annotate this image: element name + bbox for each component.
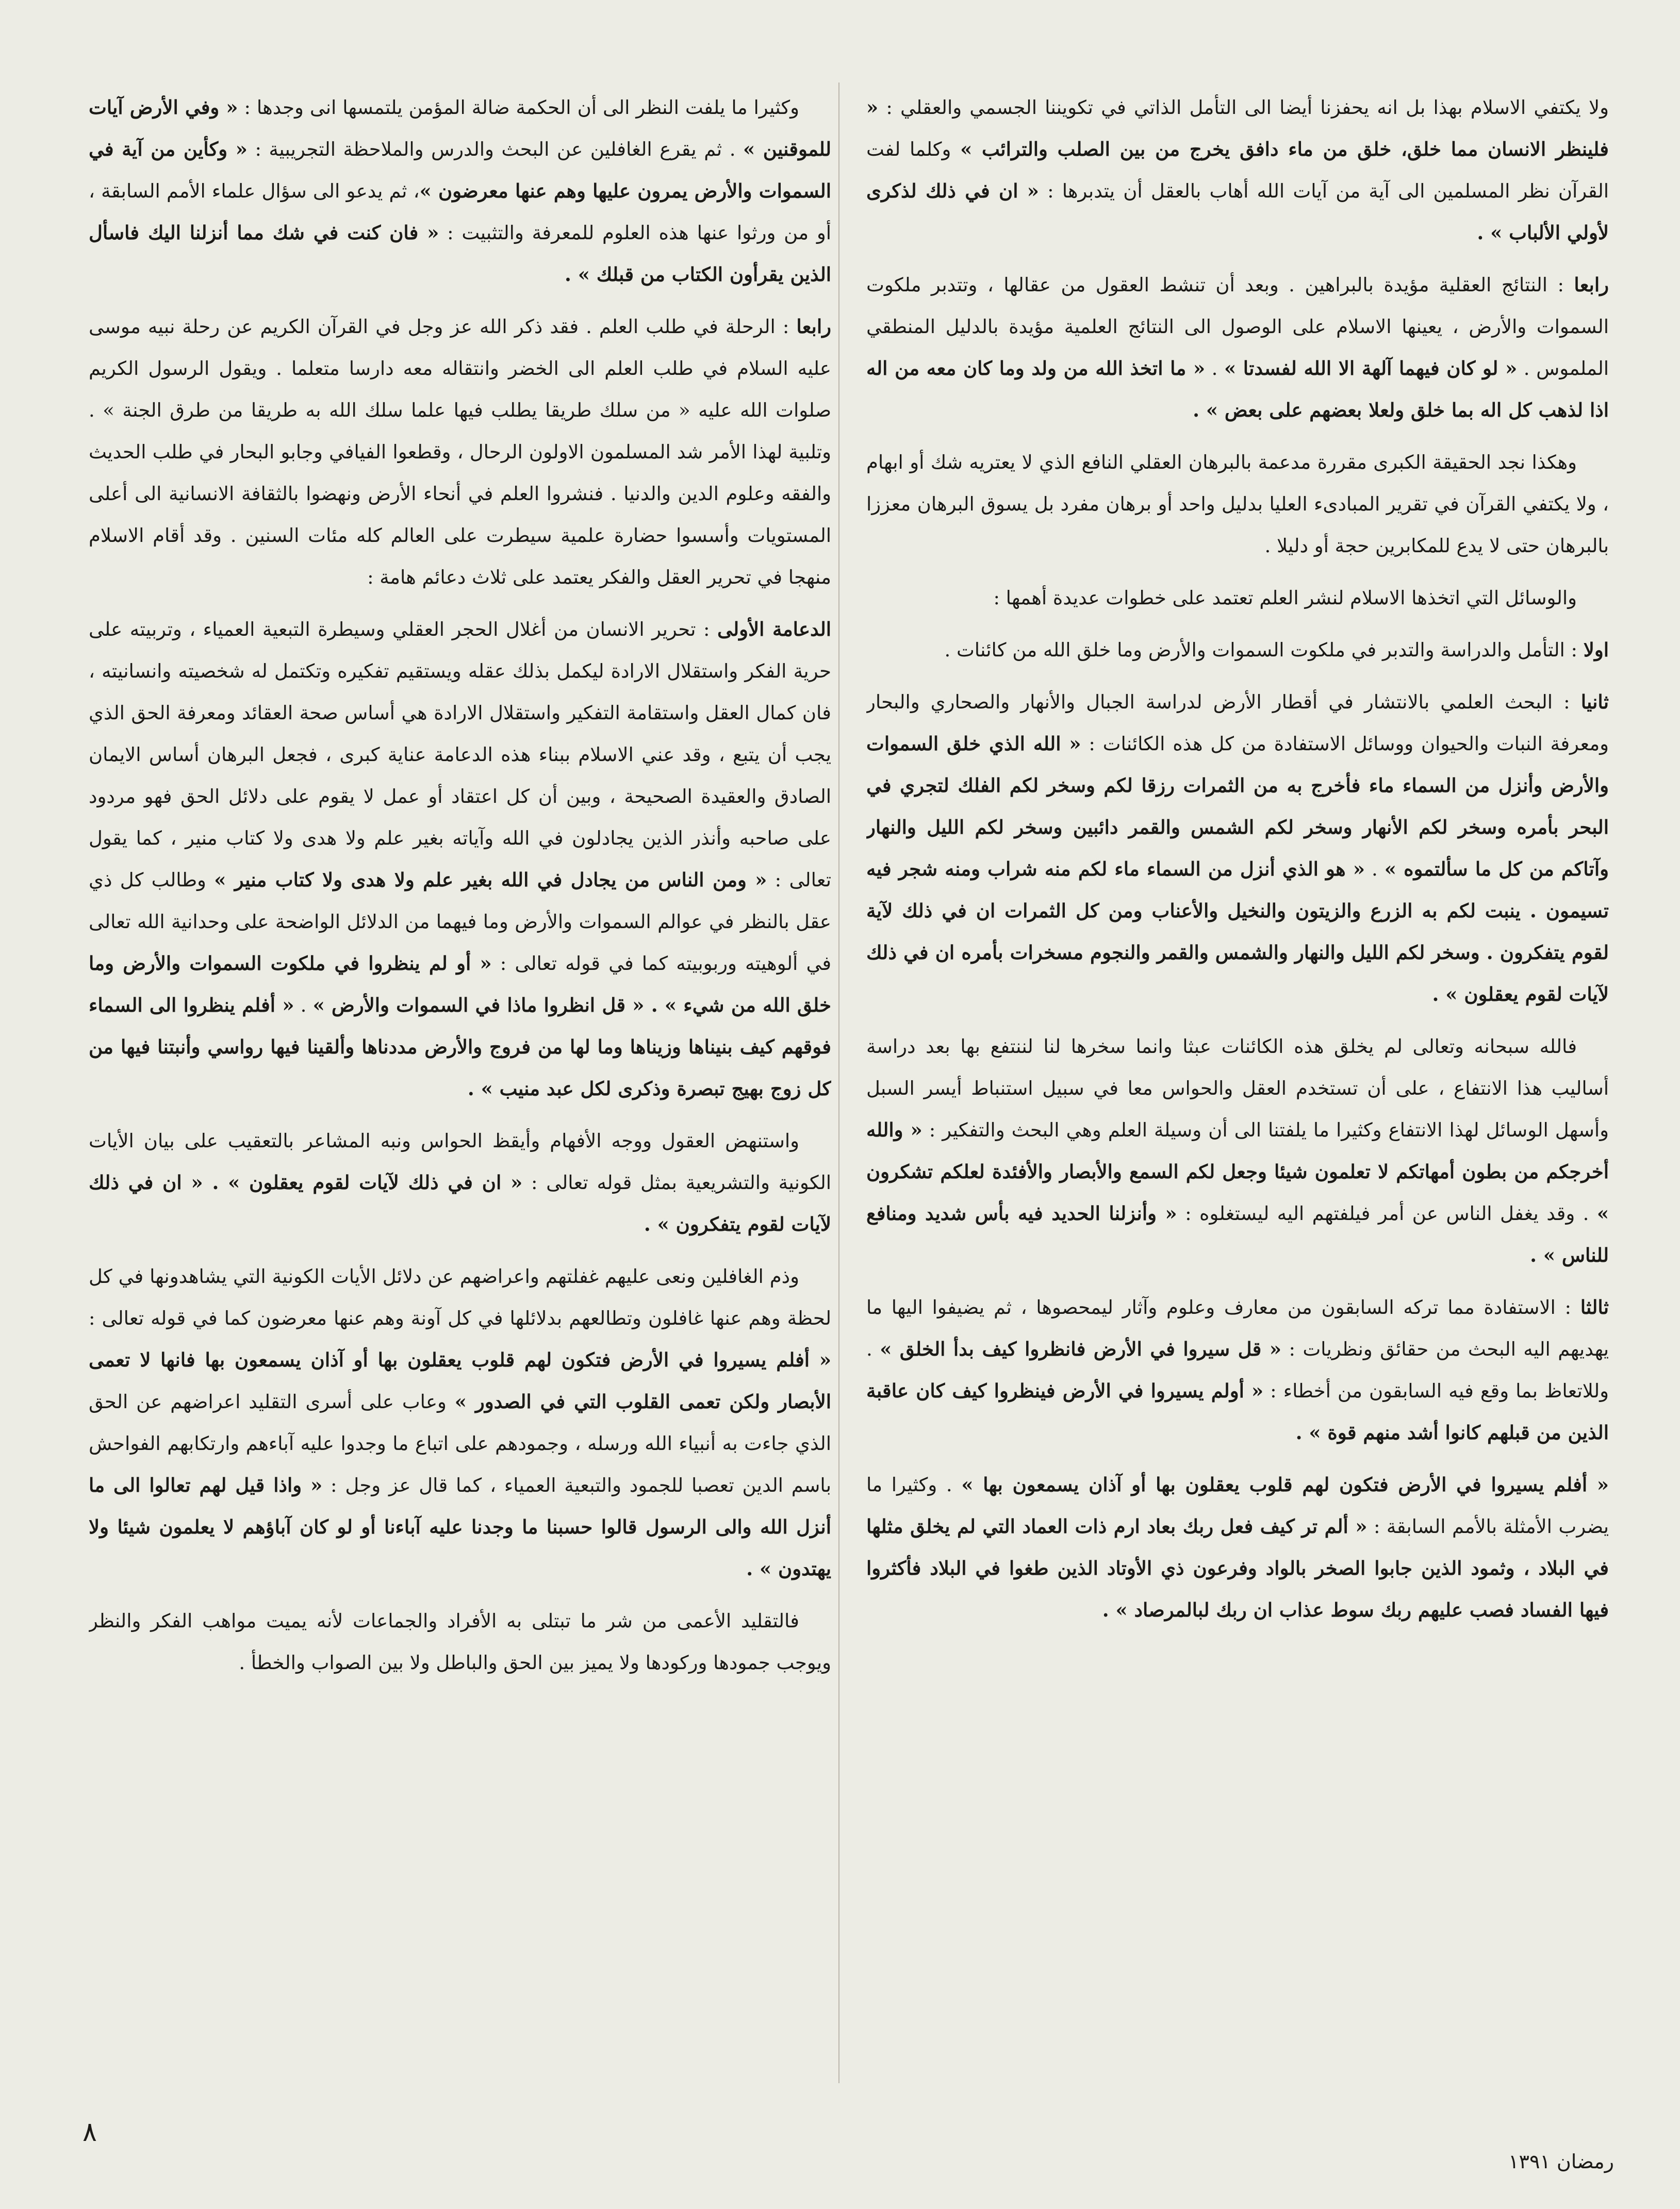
quoted-verse: « وكأين من آية في السموات والأرض يمرون عليها وهم عنها معرضون » xyxy=(89,138,831,202)
body-text: وعاب على أسرى التقليد اعراضهم عن الحق الذي جاءت به أنبياء الله ورسله ، وجمودهم على اتباع ما وجدوا عليه آباءهم وارتكابهم الفواحش باسم الدين تعصبا للجمود والتبعية العمياء ، كما قال عز وجل : xyxy=(89,1391,831,1496)
quoted-verse: « ان في ذلك لآيات لقوم يعقلون » . « ان في ذلك لآيات لقوم يتفكرون » . xyxy=(89,1171,831,1235)
page-number: ٨ xyxy=(83,2117,97,2148)
issue-footer: رمضان ١٣٩١ xyxy=(1508,2150,1614,2173)
paragraph xyxy=(866,1287,1609,1454)
body-text: ولا يكتفي الاسلام بهذا بل انه يحفزنا أيضا الى التأمل الذاتي في تكويننا الجسمي والعقلي : xyxy=(878,96,1609,119)
paragraph xyxy=(89,306,831,598)
paragraph xyxy=(89,87,831,295)
paragraph xyxy=(89,1256,831,1590)
body-text: : التأمل والدراسة والتدبر في ملكوت السموات والأرض وما خلق الله من كائنات . xyxy=(944,639,1584,661)
body-text: فالله سبحانه وتعالى لم يخلق هذه الكائنات عبثا وانما سخرها لنا لننتفع بها بعد دراسة أساليب هذا الانتفاع ، على أن تستخدم العقل والحواس معا في سبيل استنباط أيسر السبل وأسهل الوسائل لهذا الانتفاع وكثيرا ما يلفتنا الى أن وسيلة العلم وهي البحث والتفكير : xyxy=(866,1035,1609,1141)
left-text-column xyxy=(89,87,831,2108)
paragraph xyxy=(866,629,1609,671)
paragraph xyxy=(89,1120,831,1245)
body-text: واستنهض العقول ووجه الأفهام وأيقظ الحواس ونبه المشاعر بالتعقيب على بيان الأيات الكونية والتشريعية بمثل قوله تعالى : xyxy=(89,1130,831,1194)
quoted-verse: « ان في ذلك لذكرى لأولي الألباب » . xyxy=(866,179,1609,244)
paragraph xyxy=(89,608,831,1110)
paragraph xyxy=(866,681,1609,1015)
quoted-verse: رابعا xyxy=(1574,273,1609,296)
body-text: وكلما لفت القرآن نظر المسلمين الى آية من آيات الله أهاب بالعقل أن يتدبرها : xyxy=(866,138,1609,202)
paragraph xyxy=(866,264,1609,431)
paragraph xyxy=(866,1026,1609,1276)
quoted-verse: ثالثا xyxy=(1580,1296,1609,1318)
quoted-verse: « لو كان فيهما آلهة الا الله لفسدتا » xyxy=(1224,357,1518,380)
quoted-verse: « أفلم ينظروا الى السماء فوقهم كيف بنيناها وزيناها وما لها من فروج والأرض مددناها وألقينا فيها رواسي وأنبتنا فيها من كل زوج بهيج تبصرة وذكرى لكل عبد منيب » . xyxy=(89,994,831,1100)
quoted-verse: « ومن الناس من يجادل في الله بغير علم ولا هدى ولا كتاب منير » xyxy=(214,868,767,891)
paragraph xyxy=(866,1464,1609,1631)
quoted-verse: « أفلم يسيروا في الأرض فتكون لهم قلوب يعقلون بها أو آذان يسمعون بها فانها لا تعمى الأبصار ولكن تعمى القلوب التي في الصدور » xyxy=(89,1348,831,1413)
body-text: : البحث العلمي بالانتشار في أقطار الأرض لدراسة الجبال والأنهار والصحاري والبحار ومعرفة النبات والحيوان ووسائل الاستفادة من كل هذه الكائنات : xyxy=(866,691,1609,755)
quoted-verse: « ألم تر كيف فعل ربك بعاد ارم ذات العماد التي لم يخلق مثلها في البلاد ، وثمود الذين جابوا الصخر بالواد وفرعون ذي الأوتاد الذين طغوا في البلاد فأكثروا فيها الفساد فصب عليهم ربك سوط عذاب ان ربك لبالمرصاد » . xyxy=(866,1515,1609,1621)
body-text: . وكثيرا ما يضرب الأمثلة بالأمم السابقة : xyxy=(866,1474,1609,1538)
body-text: فالتقليد الأعمى من شر ما تبتلى به الأفراد والجماعات لأنه يميت مواهب الفكر والنظر ويوجب جمودها وركودها ولا يميز بين الحق والباطل ولا بين الصواب والخطأ . xyxy=(89,1610,831,1674)
body-text: وهكذا نجد الحقيقة الكبرى مقررة مدعمة بالبرهان العقلي النافع الذي لا يعتريه شك أو ابهام ، ولا يكتفي القرآن في تقرير المبادىء العليا بدليل واحد أو برهان مفرد بل يسوق البرهان معززا بالبرهان حتى لا يدع للمكابرين حجة أو دليلا . xyxy=(866,451,1609,557)
body-text: : تحرير الانسان من أغلال الحجر العقلي وسيطرة التبعية العمياء ، وتربيته على حرية الفكر واستقلال الارادة ليكمل بذلك عقله ويستقيم تفكيره وتكتمل له شخصيته وانسانيته ، فان كمال العقل واستقامة التفكير واستقلال الارادة هي أساس صحة العقائد ومعرفة الحق الذي يجب أن يتبع ، وقد عني الاسلام ببناء هذه الدعامة عناية كبرى ، فجعل البرهان أساس الايمان الصادق والعقيدة الصحيحة ، وبين أن كل اعتقاد أو عمل لا يقوم على دلائل الحق فهو مردود على صاحبه وأنذر الذين يجادلون في الله وآياته بغير علم ولا هدى ولا كتاب منير ، كما يقول تعالى : xyxy=(89,618,831,891)
body-text: . xyxy=(1364,858,1385,880)
quoted-verse: « وأنزلنا الحديد فيه بأس شديد ومنافع للناس » . xyxy=(866,1202,1609,1266)
body-text: . xyxy=(294,994,313,1016)
body-text: وذم الغافلين ونعى عليهم غفلتهم واعراضهم عن دلائل الأيات الكونية التي يشاهدونها في كل لحظة وهم عنها غافلون وتطالعهم بدلائلها في كل آونة وهم عنها معرضون كما في قوله تعالى : xyxy=(89,1265,831,1329)
body-text: والوسائل التي اتخذها الاسلام لنشر العلم تعتمد على خطوات عديدة أهمها : xyxy=(993,587,1577,609)
quoted-verse: « فان كنت في شك مما أنزلنا اليك فاسأل الذين يقرأون الكتاب من قبلك » . xyxy=(89,221,831,286)
quoted-verse: رابعا xyxy=(796,315,831,338)
quoted-verse: اولا xyxy=(1583,638,1609,661)
body-text: : الاستفادة مما تركه السابقون من معارف وعلوم وآثار ليمحصوها ، ثم يضيفوا اليها ما يهديهم اليه البحث من حقائق ونظريات : xyxy=(866,1296,1609,1360)
quoted-verse: « قل سيروا في الأرض فانظروا كيف بدأ الخلق » xyxy=(880,1338,1282,1360)
body-text: وكثيرا ما يلفت النظر الى أن الحكمة ضالة المؤمن يلتمسها انى وجدها : xyxy=(238,96,799,119)
paragraph xyxy=(866,87,1609,254)
quoted-verse: « ما اتخذ الله من ولد وما كان معه من اله اذا لذهب كل اله بما خلق ولعلا بعضهم على بعض » . xyxy=(866,357,1609,421)
body-text: ، ثم يدعو الى سؤال علماء الأمم السابقة ، أو من ورثوا عنها هذه العلوم للمعرفة والتثبيت : xyxy=(89,180,831,244)
body-text: : النتائج العقلية مؤيدة بالبراهين . وبعد أن تنشط العقول من عقالها ، وتتدبر ملكوت السموات والأرض ، يعينها الاسلام على الوصول الى النتائج العلمية مؤيدة بالدليل المنطقي الملموس . xyxy=(866,274,1609,380)
body-text: . وللاتعاظ بما وقع فيه السابقون من أخطاء : xyxy=(866,1338,1609,1402)
paragraph xyxy=(866,441,1609,567)
body-text: وطالب كل ذي عقل بالنظر في عوالم السموات والأرض وما فيهما من الدلائل الواضحة على وحدانية الله تعالى في ألوهيته وربوبيته كما في قوله تعالى : xyxy=(89,869,831,975)
quoted-verse: « واذا قيل لهم تعالوا الى ما أنزل الله والى الرسول قالوا حسبنا ما وجدنا عليه آباءنا أو لو كان آباؤهم لا يعلمون شيئا ولا يهتدون » . xyxy=(89,1474,831,1580)
body-text: . ثم يقرع الغافلين عن البحث والدرس والملاحظة التجريبية : xyxy=(247,138,743,160)
quoted-verse: « والله أخرجكم من بطون أمهاتكم لا تعلمون شيئا وجعل لكم السمع والأبصار والأفئدة لعلكم تشكرون » xyxy=(866,1118,1609,1225)
quoted-verse: « فلينظر الانسان مما خلق، خلق من ماء دافق يخرج من بين الصلب والترائب » xyxy=(866,96,1609,160)
quoted-verse: « أو لم ينظروا في ملكوت السموات والأرض وما خلق الله من شيء » . « قل انظروا ماذا في السموات والأرض » xyxy=(89,952,831,1016)
quoted-verse: ثانيا xyxy=(1580,690,1609,713)
body-text: . وقد يغفل الناس عن أمر فيلفتهم اليه ليستغلوه : xyxy=(1177,1202,1597,1225)
body-text: . xyxy=(1205,357,1224,380)
quoted-verse: الدعامة الأولى xyxy=(717,618,831,640)
body-text: : الرحلة في طلب العلم . فقد ذكر الله عز وجل في القرآن الكريم عن رحلة نبيه موسى عليه السلام في طلب العلم الى الخضر وانتقاله معه دارسا متعلما . ويقول الرسول الكريم صلوات الله عليه « من سلك طريقا يطلب فيها علما سلك الله به طريقا من طرق الجنة » . وتلبية لهذا الأمر شد المسلمون الاولون الرحال ، وقطعوا الفيافي وجابو البحار في طلب الحديث والفقه وعلوم الدين والدنيا . فنشروا العلم في أنحاء الأرض ونهضوا بالثقافة الانسانية الى أعلى المستويات وأسسوا حضارة علمية سيطرت على العالم كله مئات السنين . وقد أقام الاسلام منهجا في تحرير العقل والفكر يعتمد على ثلاث دعائم هامة : xyxy=(89,316,831,588)
quoted-verse: « هو الذي أنزل من السماء ماء لكم منه شراب ومنه شجر فيه تسيمون . ينبت لكم به الزرع والزيتون والنخيل والأعناب ومن كل الثمرات ان في ذلك لآية لقوم يتفكرون . وسخر لكم الليل والنهار والشمس والقمر والنجوم مسخرات بأمره ان في ذلك لآيات لقوم يعقلون » . xyxy=(866,858,1609,1005)
quoted-verse: « الله الذي خلق السموات والأرض وأنزل من السماء ماء فأخرج به من الثمرات رزقا لكم وسخر لكم الفلك لتجري في البحر بأمره وسخر لكم الأنهار وسخر لكم الشمس والقمر دائبين وسخر لكم الليل والنهار وآتاكم من كل ما سألتموه » xyxy=(866,732,1609,880)
paragraph xyxy=(866,577,1609,619)
column-divider xyxy=(838,83,839,2083)
quoted-verse: « وفي الأرض آيات للموقنين » xyxy=(89,96,831,160)
quoted-verse: « أولم يسيروا في الأرض فينظروا كيف كان عاقبة الذين من قبلهم كانوا أشد منهم قوة » . xyxy=(866,1379,1609,1444)
paragraph xyxy=(89,1600,831,1684)
right-text-column xyxy=(866,87,1609,2108)
quoted-verse: « أفلم يسيروا في الأرض فتكون لهم قلوب يعقلون بها أو آذان يسمعون بها » xyxy=(961,1473,1609,1496)
